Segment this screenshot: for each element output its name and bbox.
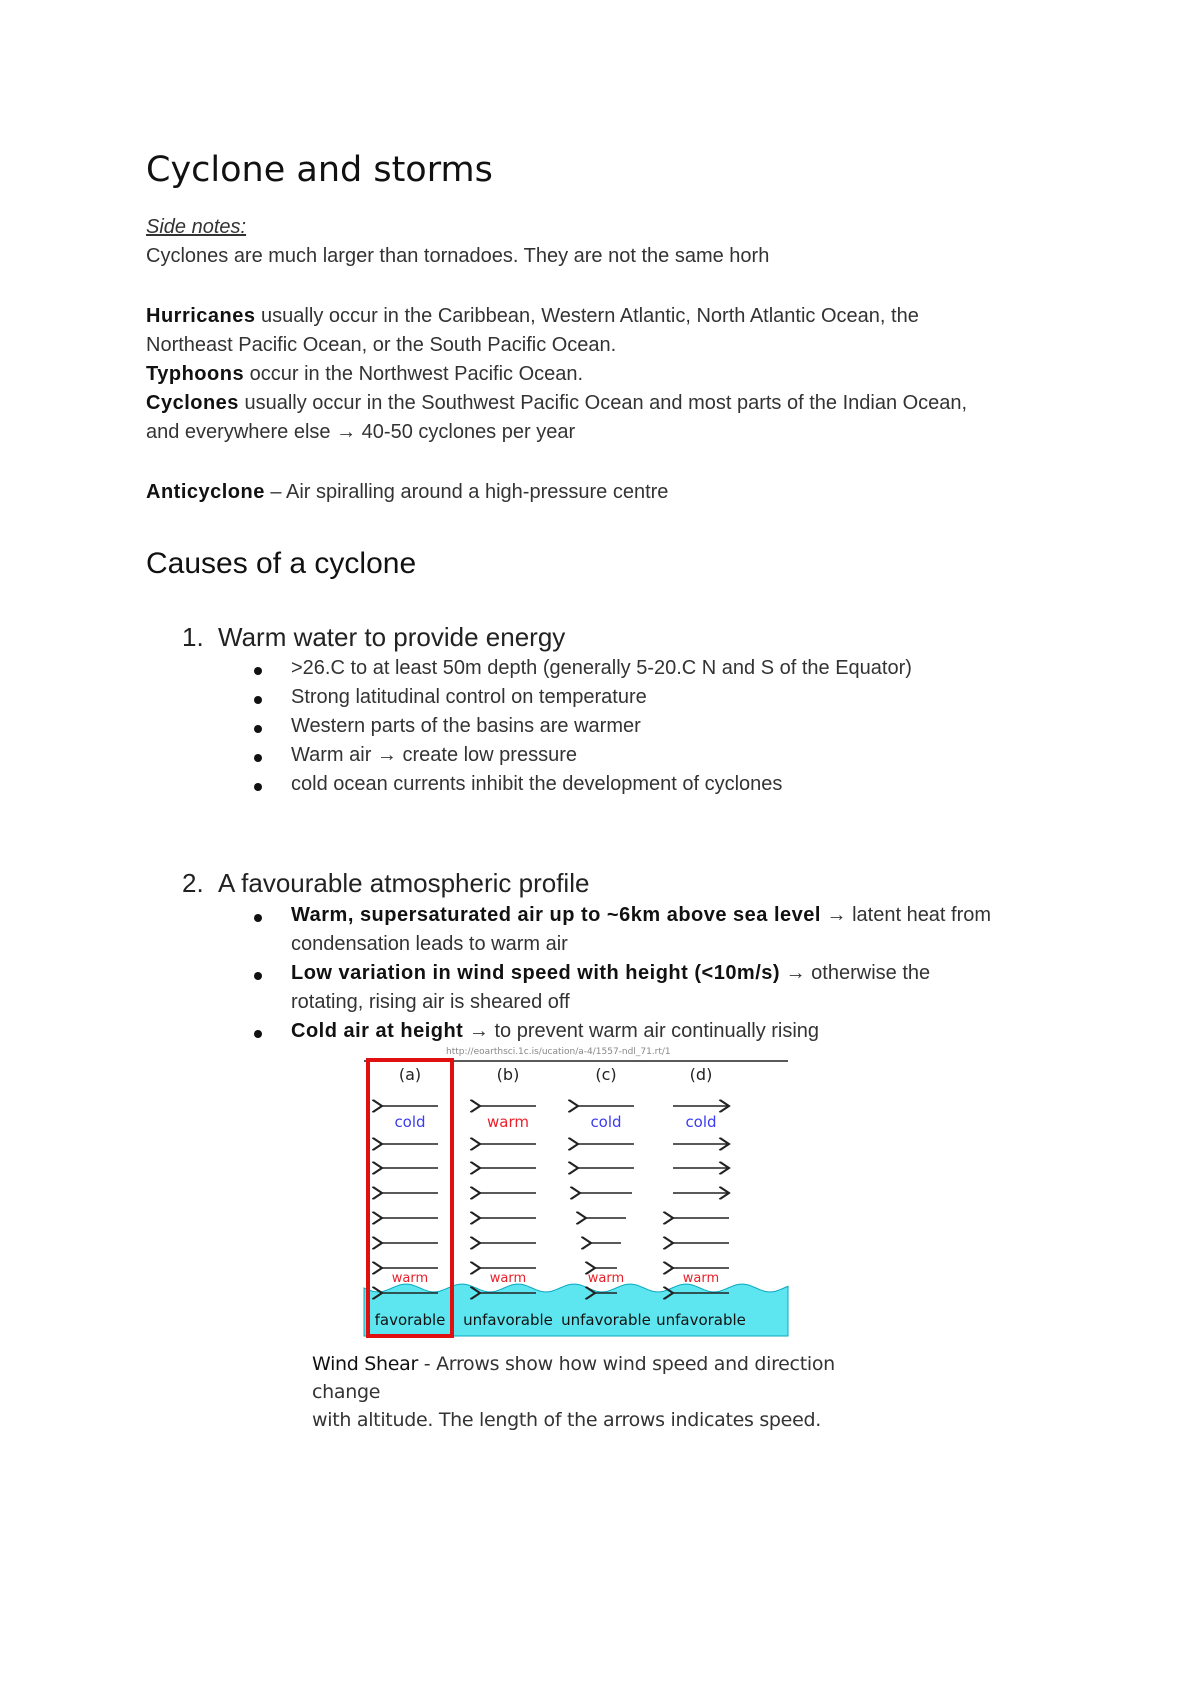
cause-1-bullet-5: cold ocean currents inhibit the development of cyclones: [291, 773, 783, 795]
bullet-dot: [254, 667, 262, 675]
bullet-dot: [254, 725, 262, 733]
panel-upper-air-label: cold: [394, 1113, 426, 1131]
cause-2-number: 2.: [182, 868, 204, 898]
typhoons-text: occur in the Northwest Pacific Ocean.: [244, 363, 584, 385]
cause-2-bullet-1: [291, 904, 991, 927]
panel-label: (a): [398, 1065, 422, 1084]
anticyclone-text: – Air spiralling around a high-pressure centre: [264, 481, 669, 503]
cause-2-bullet-1-cont: condensation leads to warm air: [291, 933, 568, 955]
cause-1-bullet-1: >26.C to at least 50m depth (generally 5-20.C N and S of the Equator): [291, 657, 912, 679]
wind-shear-diagram: [296, 1050, 836, 1350]
cause-2-heading: [182, 868, 589, 899]
page-title: Cyclone and storms: [146, 150, 493, 190]
cyclones-line-2: and everywhere else → 40-50 cyclones per year: [146, 421, 576, 443]
hurricanes-text-1: usually occur in the Caribbean, Western Atlantic, North Atlantic Ocean, the: [255, 305, 919, 327]
cause-1-heading: [182, 622, 565, 653]
cause-1-title: Warm water to provide energy: [218, 622, 566, 652]
wind-shear-figure: [296, 1047, 836, 1431]
panel-result-label: favorable: [374, 1311, 446, 1329]
figure-caption-line-1: - Arrows show how wind speed and direction change: [312, 1353, 835, 1403]
panel-surface-label: warm: [682, 1271, 720, 1286]
bullet-dot: [254, 914, 262, 922]
cause-2-bullet-2-cont: rotating, rising air is sheared off: [291, 991, 570, 1013]
cyclones-text-1: usually occur in the Southwest Pacific Ocean and most parts of the Indian Ocean,: [238, 392, 968, 414]
cause-2-bullet-3-rest: → to prevent warm air continually rising: [463, 1020, 820, 1042]
cause-1-bullet-4: Warm air → create low pressure: [291, 744, 577, 766]
cause-2-bullet-1-rest: → latent heat from: [820, 904, 992, 926]
panel-upper-air-label: warm: [487, 1113, 529, 1131]
panel-label: (c): [595, 1065, 617, 1084]
panel-label: (b): [496, 1065, 520, 1084]
side-notes-label: Side notes:: [146, 216, 247, 238]
typhoons-line: [146, 363, 583, 386]
cause-2-bullet-2-rest: → otherwise the: [780, 962, 931, 984]
hurricanes-line-1: [146, 305, 919, 328]
panel-label: (d): [689, 1065, 713, 1084]
cause-2-bullet-2: [291, 962, 930, 985]
figure-caption-line-2: with altitude. The length of the arrows indicates speed.: [312, 1409, 821, 1431]
bullet-dot: [254, 972, 262, 980]
panel-result-label: unfavorable: [463, 1311, 553, 1329]
panel-surface-label: warm: [587, 1271, 625, 1286]
bullet-dot: [254, 1030, 262, 1038]
hurricanes-line-2: Northeast Pacific Ocean, or the South Pacific Ocean.: [146, 334, 617, 356]
cause-2-bullet-3-bold: Cold air at height: [291, 1020, 464, 1042]
cause-2-bullet-3: [291, 1020, 819, 1043]
bullet-dot: [254, 696, 262, 704]
panel-upper-air-label: cold: [685, 1113, 717, 1131]
panel-surface-label: warm: [391, 1271, 429, 1286]
panel-upper-air-label: cold: [590, 1113, 622, 1131]
side-notes-text: Cyclones are much larger than tornadoes. They are not the same horh: [146, 245, 770, 267]
cause-1-bullet-3: Western parts of the basins are warmer: [291, 715, 641, 737]
figure-source-url: http://eoarthsci.1c.is/ucation/a-4/1557-ndl_71.rt/1: [446, 1047, 671, 1057]
cyclones-line-1: [146, 392, 967, 415]
cause-2-bullet-2-bold: Low variation in wind speed with height (<10m/s): [291, 962, 781, 984]
panel-surface-label: warm: [489, 1271, 527, 1286]
cause-2-title: A favourable atmospheric profile: [218, 868, 590, 898]
panel-result-label: unfavorable: [561, 1311, 651, 1329]
cause-1-number: 1.: [182, 622, 204, 652]
bullet-dot: [254, 754, 262, 762]
typhoons-term: Typhoons: [146, 363, 245, 385]
cause-2-bullet-1-bold: Warm, supersaturated air up to ~6km above sea level: [291, 904, 821, 926]
cyclones-term: Cyclones: [146, 392, 239, 414]
figure-caption: [312, 1350, 836, 1434]
panel-result-label: unfavorable: [656, 1311, 746, 1329]
bullet-dot: [254, 783, 262, 791]
anticyclone-term: Anticyclone: [146, 481, 265, 503]
causes-heading: Causes of a cyclone: [146, 547, 417, 580]
hurricanes-term: Hurricanes: [146, 305, 256, 327]
figure-caption-title: Wind Shear: [312, 1353, 419, 1375]
cause-1-bullet-2: Strong latitudinal control on temperature: [291, 686, 647, 708]
anticyclone-line: [146, 481, 668, 504]
